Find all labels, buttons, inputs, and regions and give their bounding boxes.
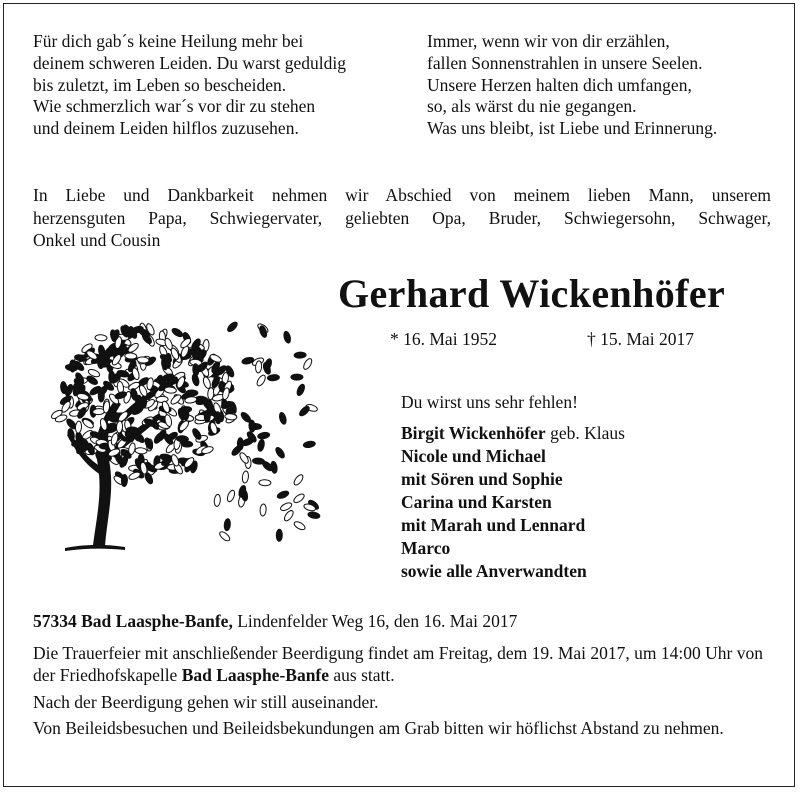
- deceased-name: Gerhard Wickenhöfer: [338, 271, 726, 316]
- leaf: [257, 439, 265, 452]
- poem-line: und deinem Leiden hilflos zuzusehen.: [33, 118, 299, 139]
- leaf: [171, 327, 184, 339]
- leaf: [258, 325, 268, 338]
- leaf: [186, 390, 198, 396]
- poem-line: deinem schweren Leiden. Du warst geduldig: [33, 52, 346, 73]
- leaf: [242, 471, 249, 484]
- leaf: [176, 435, 188, 442]
- leaf: [182, 408, 189, 420]
- leaf: [276, 490, 289, 500]
- leaf: [276, 529, 282, 541]
- service-info: [33, 642, 773, 687]
- service-text-1: Die Trauerfeier mit anschließender Beerdigung findet am Freitag, dem 19. Mai 2017, um 14:00 Uhr von der Friedhofskapelle: [33, 642, 763, 685]
- farewell-phrase: Du wirst uns sehr fehlen!: [401, 392, 578, 412]
- leaf: [292, 492, 305, 504]
- leaf: [214, 494, 221, 507]
- mourner-line: mit Marah und Lennard: [401, 515, 586, 535]
- leaf: [294, 352, 306, 358]
- poem-line: Wie schmerzlich war´s vor dir zu stehen: [33, 96, 316, 117]
- leaf: [255, 374, 266, 387]
- mourner-line: [401, 422, 625, 445]
- leaf: [278, 412, 287, 425]
- leaf: [291, 374, 303, 380]
- leaf: [270, 461, 278, 474]
- leaf: [302, 357, 313, 370]
- leaf: [224, 518, 231, 531]
- leaf: [121, 474, 128, 486]
- leaf: [307, 511, 320, 519]
- poem-line: so, als wärst du nie gegangen.: [427, 96, 637, 117]
- leaf: [143, 437, 154, 450]
- after-burial-note: Nach der Beerdigung gehen wir still auseinander.: [33, 691, 379, 712]
- leaf: [257, 432, 270, 440]
- leaf: [293, 520, 306, 531]
- intro-line: herzensguten Papa, Schwiegervater, geliebten Opa, Bruder, Schwiegersohn, Schwager,: [33, 207, 771, 228]
- leaf: [241, 437, 254, 447]
- intro-text: [33, 184, 771, 252]
- poem-line: bis zuletzt, im Leben so bescheiden.: [33, 74, 287, 95]
- mourner-line: Nicole und Michael: [401, 446, 546, 466]
- maiden-name: geb. Klaus: [545, 423, 625, 443]
- leaf: [240, 411, 253, 424]
- condolence-note: Von Beileidsbesuchen und Beileidsbekundungen am Grab bitten wir höflichst Abstand zu nehmen.: [33, 718, 724, 738]
- leaf: [204, 410, 210, 422]
- poem-line: fallen Sonnenstrahlen in unsere Seelen.: [427, 52, 703, 73]
- leaf: [191, 427, 202, 440]
- leaf: [283, 331, 292, 344]
- poem-line: Für dich gab´s keine Heilung mehr bei: [33, 31, 304, 51]
- poem-right: [427, 31, 717, 140]
- leaf: [125, 353, 137, 360]
- leaf: [116, 421, 123, 433]
- widow-name: Birgit Wickenhöfer: [401, 423, 546, 443]
- leaf: [128, 471, 141, 481]
- leaf: [303, 440, 316, 448]
- address-place: 57334 Bad Laasphe-Banfe,: [33, 611, 233, 631]
- service-place: Bad Laasphe-Banfe: [181, 665, 330, 685]
- intro-line: Onkel und Cousin: [33, 230, 161, 250]
- leaf: [226, 489, 236, 502]
- funeral-details: [33, 610, 773, 740]
- mourner-line: mit Sören und Sophie: [401, 469, 563, 489]
- leaf: [95, 334, 107, 341]
- intro-line: In Liebe und Dankbarkeit nehmen wir Abschied von meinem lieben Mann, unserem: [33, 185, 771, 205]
- poem-line: Was uns bleibt, ist Liebe und Erinnerung.: [427, 118, 718, 139]
- poem-line: Unsere Herzen halten dich umfangen,: [427, 74, 692, 95]
- mourner-line: Marco: [401, 538, 451, 558]
- leaf: [75, 421, 82, 433]
- leaf: [192, 364, 199, 376]
- leaf: [226, 320, 239, 333]
- leaf: [135, 447, 147, 454]
- leaf: [202, 376, 212, 389]
- address-line: [33, 610, 773, 633]
- mourner-line: Carina und Karsten: [401, 492, 552, 512]
- leaf: [263, 358, 273, 371]
- leaf: [283, 509, 295, 522]
- leaf: [109, 371, 115, 383]
- leaf: [67, 428, 75, 441]
- leaf: [292, 473, 304, 486]
- poem-left: [33, 31, 346, 140]
- address-rest: Lindenfelder Weg 16, den 16. Mai 2017: [232, 611, 518, 631]
- leaf: [298, 405, 311, 418]
- leaf: [218, 530, 231, 542]
- leaf: [296, 383, 306, 396]
- leaf: [259, 479, 271, 485]
- death-date: † 15. Mai 2017: [587, 329, 694, 349]
- leaf: [60, 381, 67, 394]
- leaf: [252, 458, 264, 465]
- birth-date: * 16. Mai 1952: [390, 329, 497, 349]
- mourners-list: [401, 422, 625, 583]
- leaf: [260, 504, 267, 516]
- mourner-line: sowie alle Anverwandten: [401, 561, 587, 581]
- poem-line: Immer, wenn wir von dir erzählen,: [427, 31, 670, 51]
- leaf: [274, 446, 286, 459]
- tree-leaves: [50, 320, 320, 542]
- service-text-2: aus statt.: [329, 665, 395, 685]
- leaf: [141, 396, 147, 408]
- windblown-tree-illustration: [45, 300, 325, 560]
- leaf: [267, 374, 279, 381]
